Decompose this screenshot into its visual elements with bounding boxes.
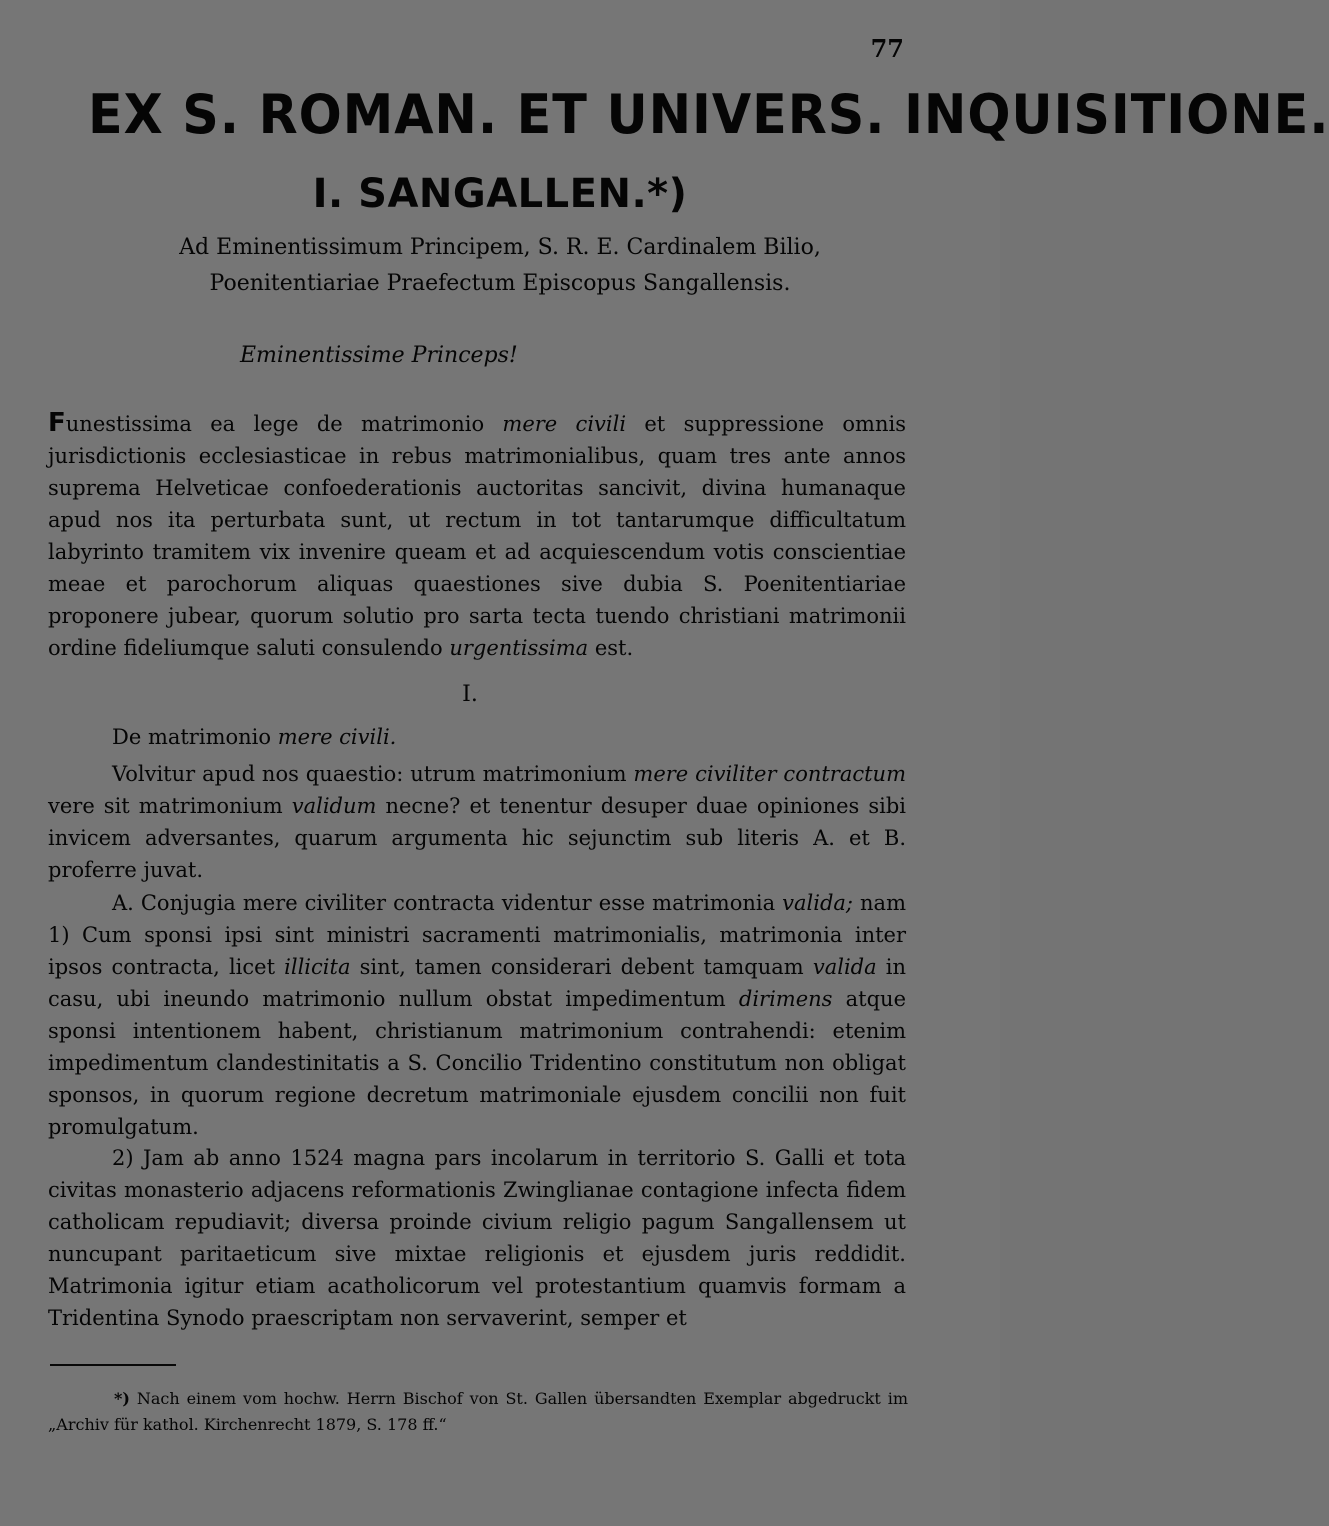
footnote-text: Nach einem vom hochw. Herrn Bischof von St. Gallen übersandten Exemplar abgedruckt im „Archiv für kathol. Kirchenrecht 1879, S. 178 ff.“: [48, 1389, 908, 1434]
para2-emphasis-2: validum: [291, 794, 377, 818]
para3-emphasis-4: dirimens: [738, 987, 833, 1011]
para3-emphasis-1: valida;: [782, 891, 853, 915]
para2-emphasis-1: mere civiliter contractum: [633, 762, 906, 786]
para3-text-4: in casu, ubi ineundo matrimonio nullum obstat impedimentum: [48, 955, 907, 1011]
intro-emphasis-2: urgentissima: [449, 636, 589, 660]
para3-emphasis-2: illicita: [284, 955, 351, 979]
intro-text-2: et suppressione omnis jurisdictionis ecclesiasticae in rebus matrimonialibus, quam tres ante annos suprema Helveticae confoederationis auctoritas sancivit, divina humanaque apud nos ita perturbata sunt, ut rectum in tot tantarumque difficultatum labyrinto tramitem vix invenire queam et ad acquiescendum votis conscientiae meae et parochorum aliquas quaestiones sive dubia S. Poenitentiariae proponere jubear, quorum solutio pro sarta tecta tuendo christiani matrimonii ordine fideliumque saluti consulendo: [48, 412, 906, 660]
salutation: Eminentissime Princeps!: [240, 343, 518, 368]
footnote-divider: [50, 1364, 176, 1366]
intro-emphasis-1: mere civili: [502, 412, 627, 436]
para2-text-1: Volvitur apud nos quaestio: utrum matrimonium: [112, 762, 634, 786]
para3-text-3: sint, tamen considerari debent tamquam: [350, 955, 813, 979]
section-heading: [112, 721, 396, 753]
address-block: [60, 230, 940, 302]
para2-text-3: necne? et tenentur desuper duae opiniones sibi invicem adversantes, quarum argumenta hic sejunctim sub literis A. et B. proferre juvat.: [48, 794, 906, 882]
para3-text-2: nam 1) Cum sponsi ipsi sint ministri sacramenti matrimonialis, matrimonia inter ipsos contracta, licet: [48, 891, 906, 979]
address-line-2: Poenitentiariae Praefectum Episcopus Sangallensis.: [209, 271, 791, 296]
drop-cap: F: [48, 408, 66, 438]
para3-emphasis-3: valida: [812, 955, 877, 979]
document-subtitle: I. SANGALLEN.*): [312, 171, 688, 217]
section-heading-prefix: De matrimonio: [112, 725, 278, 749]
intro-text-3: est.: [588, 636, 634, 660]
intro-text-1: unestissima ea lege de matrimonio: [65, 412, 503, 436]
para3-text-5: atque sponsi intentionem habent, christianum matrimonium contrahendi: etenim impedimentum clandestinitatis a S. Concilio Tridentino constitutum non obligat sponsos, in quorum regione decretum matrimoniale ejusdem concilii non fuit promulgatum.: [48, 987, 907, 1139]
page-title: EX S. ROMAN. ET UNIVERS. INQUISITIONE.: [88, 83, 1329, 146]
paragraph-question: [48, 758, 906, 886]
para2-text-2: vere sit matrimonium: [48, 794, 292, 818]
footnote: [48, 1386, 908, 1438]
para3-text-1: A. Conjugia mere civiliter contracta videntur esse matrimonia: [112, 891, 783, 915]
footnote-mark: *): [114, 1389, 130, 1408]
intro-paragraph: [48, 407, 906, 664]
paragraph-argument-a: [48, 887, 906, 1143]
page-number: 77: [870, 34, 904, 63]
paragraph-argument-2: 2) Jam ab anno 1524 magna pars incolarum in territorio S. Galli et tota civitas monasterio adjacens reformationis Zwinglianae contagione infecta fidem catholicam repudiavit; diversa proinde civium religio pagum Sangallensem ut nuncupant paritaeticum sive mixtae religionis et ejusdem juris reddidit. Matrimonia igitur etiam acatholicorum vel protestantium quamvis formam a Tridentina Synodo praescriptam non servaverint, semper et: [48, 1146, 906, 1330]
address-line-1: Ad Eminentissimum Principem, S. R. E. Cardinalem Bilio,: [179, 235, 821, 260]
section-number: I.: [462, 682, 478, 707]
section-heading-emphasis: mere civili.: [277, 725, 397, 749]
